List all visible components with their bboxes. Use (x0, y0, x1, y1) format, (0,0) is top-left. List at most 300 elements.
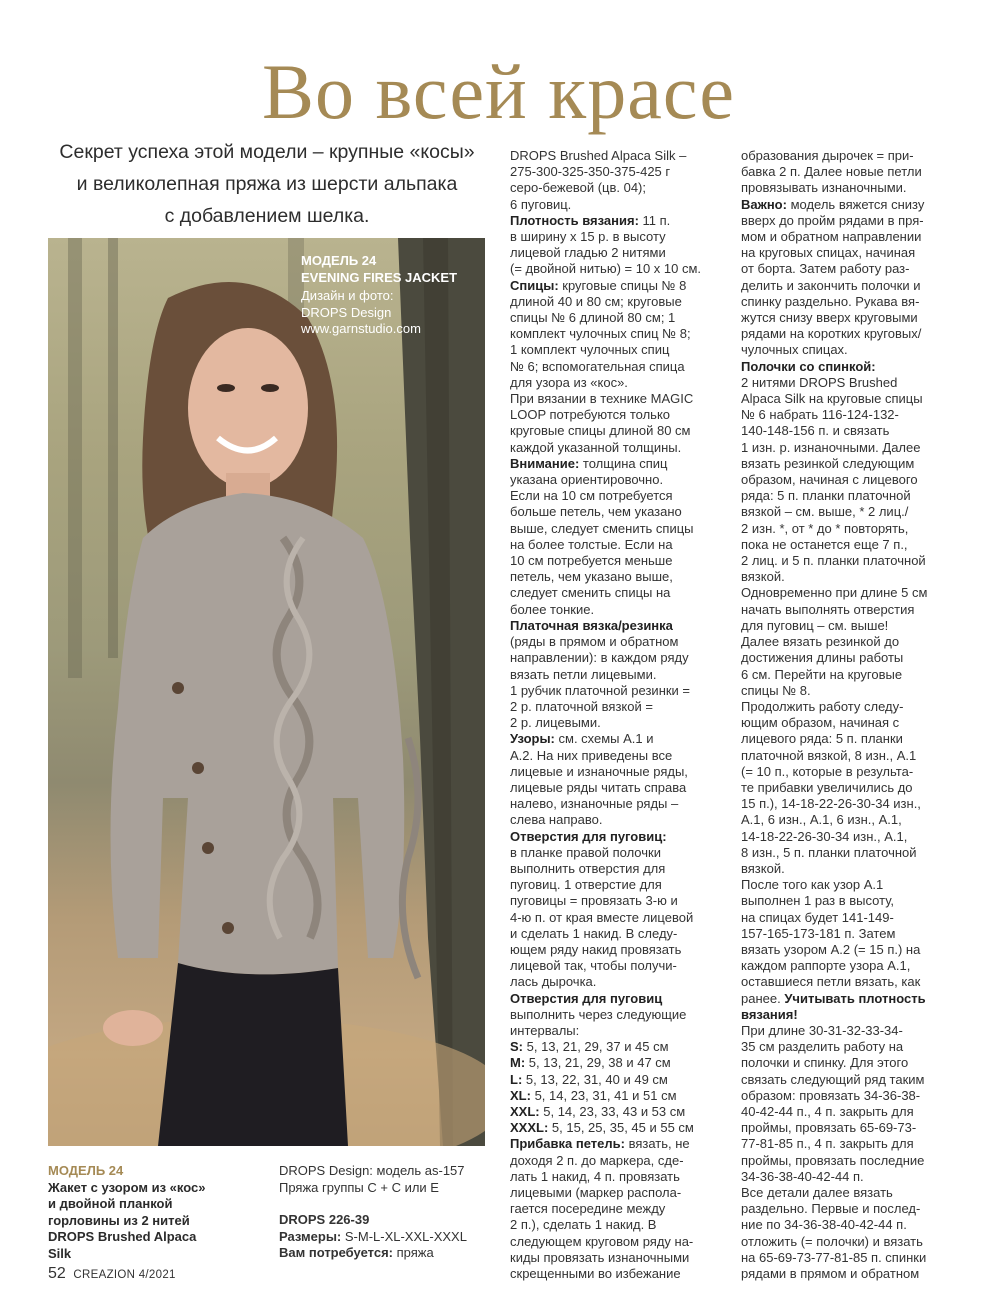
text-run: 2 п.), сделать 1 накид. В (510, 1217, 657, 1233)
text-run: ющим образом, начиная с (741, 715, 900, 731)
text-run: петель, чем указано выше, (510, 569, 673, 585)
text-line (741, 796, 956, 812)
lede-line: с добавлением шелка. (164, 205, 370, 227)
text-run: вязать резинкой следующим (741, 455, 915, 471)
photo-caption-credit (301, 288, 421, 338)
text-line (510, 1169, 720, 1185)
text-line (741, 197, 956, 213)
text-line (510, 213, 720, 229)
text-run: 1 изн. р. изнаночными. Далее (741, 439, 921, 455)
text-run: длиной 40 и 80 см; круговые (510, 293, 682, 309)
text-line (741, 472, 956, 488)
page-title: Во всей красе (261, 48, 736, 135)
model-specs (279, 1163, 499, 1262)
text-run: пока не останется еще 7 п., (741, 536, 908, 552)
text-run: связать следующий ряд таким (741, 1071, 925, 1087)
text-run: Далее вязать резинкой до (741, 634, 900, 650)
text-run: лицевой так, чтобы получи- (510, 958, 677, 974)
text-line (741, 715, 956, 731)
text-line (741, 731, 956, 747)
text-run: № 6; вспомогательная спица (510, 358, 685, 374)
text-line (510, 553, 720, 569)
text-line (510, 1136, 720, 1152)
text-bold: L: (510, 1071, 523, 1087)
model-photo (48, 238, 485, 1146)
text-bold: Полочки со спинкой: (741, 358, 876, 374)
text-line (741, 180, 956, 196)
text-run: модель вяжется снизу (786, 196, 925, 212)
text-line (510, 342, 720, 358)
text-bold: Важно: (741, 196, 787, 212)
text-line (741, 294, 956, 310)
text-run: А.2. На них приведены все (510, 747, 673, 763)
text-line (510, 407, 720, 423)
text-line (510, 958, 720, 974)
text-run: 275-300-325-350-375-425 г (510, 164, 671, 180)
text-run: 1 рубчик платочной резинки = (510, 682, 691, 698)
need-value: пряжа (393, 1245, 434, 1260)
text-line (741, 1055, 956, 1071)
text-line (510, 1023, 720, 1039)
caption-line: EVENING FIRES JACKET (301, 270, 458, 285)
text-line (741, 748, 956, 764)
text-line (510, 391, 720, 407)
text-run: (= двойной нитью) = 10 х 10 см. (510, 261, 702, 277)
model-desc-line: Жакет с узором из «кос» (48, 1179, 206, 1195)
text-run: мом и обратном направлении (741, 229, 922, 245)
text-bold: Учитывать плотность (784, 990, 926, 1006)
text-bold: Отверстия для пуговиц (510, 990, 663, 1006)
text-line (510, 602, 720, 618)
text-line (741, 861, 956, 877)
text-run: Одновременно при длине 5 см (741, 585, 928, 601)
text-line (510, 1039, 720, 1055)
text-run: 6 пуговиц. (510, 196, 572, 212)
text-run: Все детали далее вязать (741, 1185, 893, 1200)
text-run: 6 см. Перейти на круговые (741, 666, 903, 682)
text-line (510, 472, 720, 488)
instructions-column-3 (741, 148, 956, 1282)
text-line (510, 715, 720, 731)
text-run: для пуговиц – см. выше! (741, 617, 889, 633)
text-run: жутся снизу вверх круговыми (741, 310, 918, 326)
text-line (510, 650, 720, 666)
text-run: 5, 13, 21, 29, 38 и 47 см (525, 1055, 671, 1071)
text-line (510, 278, 720, 294)
text-run: круговые спицы № 8 (558, 277, 687, 293)
page-number: 52 (48, 1265, 66, 1282)
text-run: проймы, провязать 65-69-73- (741, 1120, 917, 1136)
text-line (741, 1250, 956, 1266)
text-run: 11 п. (638, 212, 671, 228)
text-line (510, 1266, 720, 1282)
text-run: больше петель, чем указано (510, 504, 682, 520)
photo-caption-model (301, 252, 457, 286)
text-run: выше, следует сменить спицы (510, 520, 694, 536)
text-run: налево, изнаночные ряды – (510, 796, 679, 812)
text-bold: Плотность вязания: (510, 212, 639, 228)
text-run: (ряды в прямом и обратном (510, 634, 679, 650)
text-line (510, 764, 720, 780)
text-line (510, 197, 720, 213)
text-run: 140-148-156 п. и связать (741, 423, 890, 439)
text-run: интервалы: (510, 1022, 580, 1038)
text-line (510, 812, 720, 828)
text-line (510, 488, 720, 504)
text-run: направлении): в каждом ряду (510, 650, 689, 666)
text-run: на круговых спицах, начиная (741, 245, 916, 261)
photo-illustration (48, 238, 485, 1146)
text-line (510, 1120, 720, 1136)
text-line (741, 829, 956, 845)
text-run: 2 р. лицевыми. (510, 715, 601, 731)
text-line (741, 1234, 956, 1250)
text-run: пуговицы = провязать 3-ю и (510, 893, 678, 909)
text-run: 1 комплект чулочных спиц (510, 342, 670, 358)
text-line (510, 1055, 720, 1071)
text-run: слева направо. (510, 812, 603, 828)
text-line (510, 229, 720, 245)
text-bold: M: (510, 1055, 526, 1071)
text-run: на более толстые. Если на (510, 536, 673, 552)
text-run: 2 изн. *, от * до * повторять, (741, 520, 909, 536)
text-run: 10 см потребуется меньше (510, 553, 673, 569)
text-line (741, 1153, 956, 1169)
text-line (741, 375, 956, 391)
text-bold: XXXL: (510, 1120, 549, 1136)
text-line (741, 1072, 956, 1088)
text-run: 5, 15, 25, 35, 45 и 55 см (548, 1120, 694, 1136)
text-bold: Прибавка петель: (510, 1136, 625, 1152)
text-run: спицы № 8. (741, 682, 811, 698)
text-run: 2 нитями DROPS Brushed (741, 374, 898, 390)
text-line (741, 618, 956, 634)
lede-line: Секрет успеха этой модели – крупные «косы» (59, 141, 475, 163)
text-run: вязкой. (741, 860, 785, 876)
page-footer (48, 1265, 176, 1284)
text-line (741, 764, 956, 780)
text-run: более тонкие. (510, 601, 595, 617)
text-line (510, 1234, 720, 1250)
caption-line: www.garnstudio.com (301, 321, 421, 336)
text-line (510, 667, 720, 683)
text-line (510, 942, 720, 958)
text-line (741, 213, 956, 229)
text-bold: Узоры: (510, 731, 555, 747)
text-run: ние по 34-36-38-40-42-44 п. (741, 1217, 907, 1233)
text-run: 14-18-22-26-30-34 изн., А.1, (741, 828, 908, 844)
text-line (510, 245, 720, 261)
text-run: лицевые ряды читать справа (510, 779, 687, 795)
text-line (510, 910, 720, 926)
model-desc-line: горловины из 2 нитей (48, 1212, 190, 1228)
text-line (741, 1120, 956, 1136)
text-line (741, 926, 956, 942)
text-bold: XL: (510, 1087, 531, 1103)
text-line (510, 748, 720, 764)
text-line (510, 991, 720, 1007)
text-line (510, 1104, 720, 1120)
text-run: 157-165-173-181 п. Затем (741, 925, 896, 941)
text-run: доходя 2 п. до маркера, сде- (510, 1152, 684, 1168)
magazine-issue: CREAZION 4/2021 (73, 1269, 176, 1281)
text-line (741, 1169, 956, 1185)
text-bold: вязания! (741, 1006, 798, 1022)
text-run: Продолжить работу следу- (741, 698, 904, 714)
text-run: платочной вязкой, 8 изн., А.1 (741, 747, 917, 763)
text-run: проймы, провязать последние (741, 1152, 925, 1168)
text-line (510, 148, 720, 164)
text-run: бавка 2 п. Далее новые петли (741, 164, 922, 180)
sizes-label: Размеры: (279, 1228, 342, 1244)
text-run: При вязании в технике MAGIC (510, 391, 694, 407)
caption-line: Дизайн и фото: (301, 288, 394, 303)
text-line (510, 731, 720, 747)
text-run: лать 1 накид, 4 п. провязать (510, 1168, 680, 1184)
text-run: лицевыми (маркер распола- (510, 1185, 682, 1200)
text-run: лицевые и изнаночные ряды, (510, 763, 688, 779)
text-line (510, 537, 720, 553)
text-run: на 65-69-73-77-81-85 п. спинки (741, 1249, 927, 1265)
lede-line: и великолепная пряжа из шерсти альпака (76, 173, 458, 195)
text-run: круговые спицы длиной 80 см (510, 423, 691, 439)
text-run: вязать, не (624, 1136, 690, 1152)
text-run: лась дырочка. (510, 974, 597, 990)
text-run: см. схемы А.1 и (554, 731, 654, 747)
text-line (510, 375, 720, 391)
text-run: на спицах будет 141-149- (741, 909, 894, 925)
text-line (741, 1039, 956, 1055)
text-run: LOOP потребуются только (510, 407, 671, 423)
text-run: образования дырочек = при- (741, 148, 914, 163)
text-line (510, 893, 720, 909)
text-run: 2 лиц. и 5 п. планки платочной (741, 553, 926, 569)
text-line (741, 245, 956, 261)
text-line (741, 877, 956, 893)
text-run: После того как узор А.1 (741, 877, 884, 893)
text-run: начать выполнять отверстия (741, 601, 915, 617)
design-line: DROPS Design: модель as-157 (279, 1163, 465, 1178)
text-line (741, 974, 956, 990)
text-run: вязкой – см. выше, * 2 лиц./ (741, 504, 909, 520)
text-line (741, 569, 956, 585)
pattern-code: DROPS 226-39 (279, 1212, 370, 1227)
text-line (741, 423, 956, 439)
text-run: лицевого ряда: 5 п. планки (741, 731, 903, 747)
text-line (510, 683, 720, 699)
text-line (741, 683, 956, 699)
model-summary (48, 1163, 268, 1262)
text-run: те прибавки увеличились до (741, 779, 913, 795)
text-line (741, 845, 956, 861)
text-run: образом, начиная с лицевого (741, 472, 918, 488)
text-line (741, 942, 956, 958)
text-line (510, 1250, 720, 1266)
text-run: рядами на коротких круговых/ (741, 326, 922, 342)
text-line (510, 1217, 720, 1233)
text-run: оставшиеся петли вязать, как (741, 974, 921, 990)
text-run: и сделать 1 накид. В следу- (510, 925, 678, 941)
text-line (741, 164, 956, 180)
text-line (741, 537, 956, 553)
text-line (510, 440, 720, 456)
caption-line: МОДЕЛЬ 24 (301, 253, 377, 268)
text-line (510, 504, 720, 520)
text-line (741, 391, 956, 407)
text-run: гается посередине между (510, 1201, 666, 1217)
text-run: 5, 14, 23, 31, 41 и 51 см (530, 1087, 677, 1103)
text-line (510, 294, 720, 310)
text-run: Если на 10 см потребуется (510, 488, 673, 504)
text-line (510, 796, 720, 812)
lede-intro (36, 136, 498, 232)
sizes-value: S-M-L-XL-XXL-XXXL (341, 1228, 467, 1244)
text-run: комплект чулочных спиц № 8; (510, 326, 691, 342)
text-run: спицы № 6 длиной 80 см; 1 (510, 310, 676, 326)
text-run: 2 р. платочной вязкой = (510, 698, 653, 714)
text-line (510, 180, 720, 196)
text-line (510, 359, 720, 375)
text-run: вязать петли лицевыми. (510, 666, 657, 682)
text-run: следующем круговом ряду на- (510, 1233, 694, 1249)
text-run: При длине 30-31-32-33-34- (741, 1022, 903, 1038)
text-run: в ширину х 15 р. в высоту (510, 229, 666, 245)
text-run: выполнен 1 раз в высоту, (741, 893, 895, 909)
text-line (510, 1185, 720, 1201)
text-run: каждой указанной толщины. (510, 439, 682, 455)
text-run: А.1, 6 изн., А.1, 6 изн., А.1, (741, 812, 902, 828)
text-line (741, 650, 956, 666)
text-run: отложить (= полочки) и вязать (741, 1233, 923, 1249)
text-line (510, 618, 720, 634)
text-line (741, 553, 956, 569)
text-run: вверх до пройм рядами в пря- (741, 212, 924, 228)
text-run: серо-бежевой (цв. 04); (510, 180, 646, 196)
text-run: скрещенными во избежание (510, 1266, 681, 1282)
text-line (741, 359, 956, 375)
text-line (741, 342, 956, 358)
text-run: 8 изн., 5 п. планки платочной (741, 844, 917, 860)
text-run: ряда: 5 п. планки платочной (741, 488, 911, 504)
text-line (741, 326, 956, 342)
text-line (510, 877, 720, 893)
text-line (510, 423, 720, 439)
text-line (741, 488, 956, 504)
text-line (510, 1201, 720, 1217)
text-run: ранее. (741, 990, 785, 1006)
text-run: провязывать изнаночными. (741, 180, 907, 196)
text-run: для узора из «кос». (510, 374, 628, 390)
text-run: 77-81-85 п., 4 п. закрыть для (741, 1136, 914, 1152)
model-desc-line: Silk (48, 1245, 72, 1261)
text-line (510, 1072, 720, 1088)
text-run: делить и закончить полочки и (741, 277, 921, 293)
text-run: указана ориентировочно. (510, 472, 664, 488)
text-run: чулочных спицах. (741, 342, 848, 358)
text-bold: Внимание: (510, 455, 580, 471)
text-bold: Платочная вязка/резинка (510, 617, 673, 633)
text-line (741, 1023, 956, 1039)
text-run: Alpaca Silk на круговые спицы (741, 391, 923, 407)
text-line (510, 585, 720, 601)
text-line (510, 829, 720, 845)
text-run: раздельно. Первые и послед- (741, 1201, 921, 1217)
text-run: 40-42-44 п., 4 п. закрыть для (741, 1103, 914, 1119)
text-line (510, 1007, 720, 1023)
text-bold: XXL: (510, 1103, 540, 1119)
text-line (741, 440, 956, 456)
text-line (741, 407, 956, 423)
need-label: Вам потребуется: (279, 1245, 393, 1260)
text-line (741, 504, 956, 520)
text-line (510, 861, 720, 877)
text-line (741, 991, 956, 1007)
text-line (741, 1136, 956, 1152)
text-line (741, 958, 956, 974)
text-run: рядами в прямом и обратном (741, 1266, 920, 1282)
text-line (741, 602, 956, 618)
text-line (510, 1153, 720, 1169)
model-desc-line: и двойной планкой (48, 1196, 173, 1211)
text-run: 35 см разделить работу на (741, 1039, 904, 1055)
text-line (510, 326, 720, 342)
instructions-column-2 (510, 148, 720, 1282)
text-run: следует сменить спицы на (510, 585, 671, 601)
text-run: полочки и спинку. Для этого (741, 1055, 909, 1071)
text-run: выполнить отверстия для (510, 860, 666, 876)
text-line (741, 310, 956, 326)
text-run: 5, 13, 22, 31, 40 и 49 см (522, 1071, 668, 1087)
model-desc-line: DROPS Brushed Alpaca (48, 1229, 197, 1244)
text-run: ющем ряду накид провязать (510, 941, 682, 957)
text-run: DROPS Brushed Alpaca Silk – (510, 148, 687, 163)
text-line (510, 1088, 720, 1104)
text-line (510, 699, 720, 715)
text-line (741, 699, 956, 715)
text-run: вязать узором А.2 (= 15 п.) на (741, 941, 921, 957)
text-line (741, 278, 956, 294)
text-bold: Отверстия для пуговиц: (510, 828, 667, 844)
text-line (741, 1104, 956, 1120)
text-line (741, 585, 956, 601)
text-bold: Спицы: (510, 277, 559, 293)
text-line (510, 780, 720, 796)
text-run: 34-36-38-40-42-44 п. (741, 1168, 864, 1184)
text-line (741, 1201, 956, 1217)
text-line (741, 1007, 956, 1023)
text-run: лицевой гладью 2 нитями (510, 245, 666, 261)
text-run: 15 п.), 14-18-22-26-30-34 изн., (741, 796, 921, 812)
text-run: 4-ю п. от края вместе лицевой (510, 909, 694, 925)
text-bold: S: (510, 1039, 523, 1055)
text-run: толщина спиц (579, 455, 668, 471)
text-line (510, 845, 720, 861)
text-run: № 6 набрать 116-124-132- (741, 407, 899, 423)
text-line (510, 310, 720, 326)
text-line (741, 261, 956, 277)
text-line (741, 634, 956, 650)
text-line (741, 1217, 956, 1233)
text-line (510, 634, 720, 650)
text-line (741, 893, 956, 909)
text-line (741, 910, 956, 926)
text-run: достижения длины работы (741, 650, 904, 666)
text-line (741, 1088, 956, 1104)
text-run: (= 10 п., которые в результа- (741, 763, 914, 779)
text-line (510, 456, 720, 472)
yarn-group-line: Пряжа группы С + С или Е (279, 1179, 439, 1195)
text-line (741, 1185, 956, 1201)
